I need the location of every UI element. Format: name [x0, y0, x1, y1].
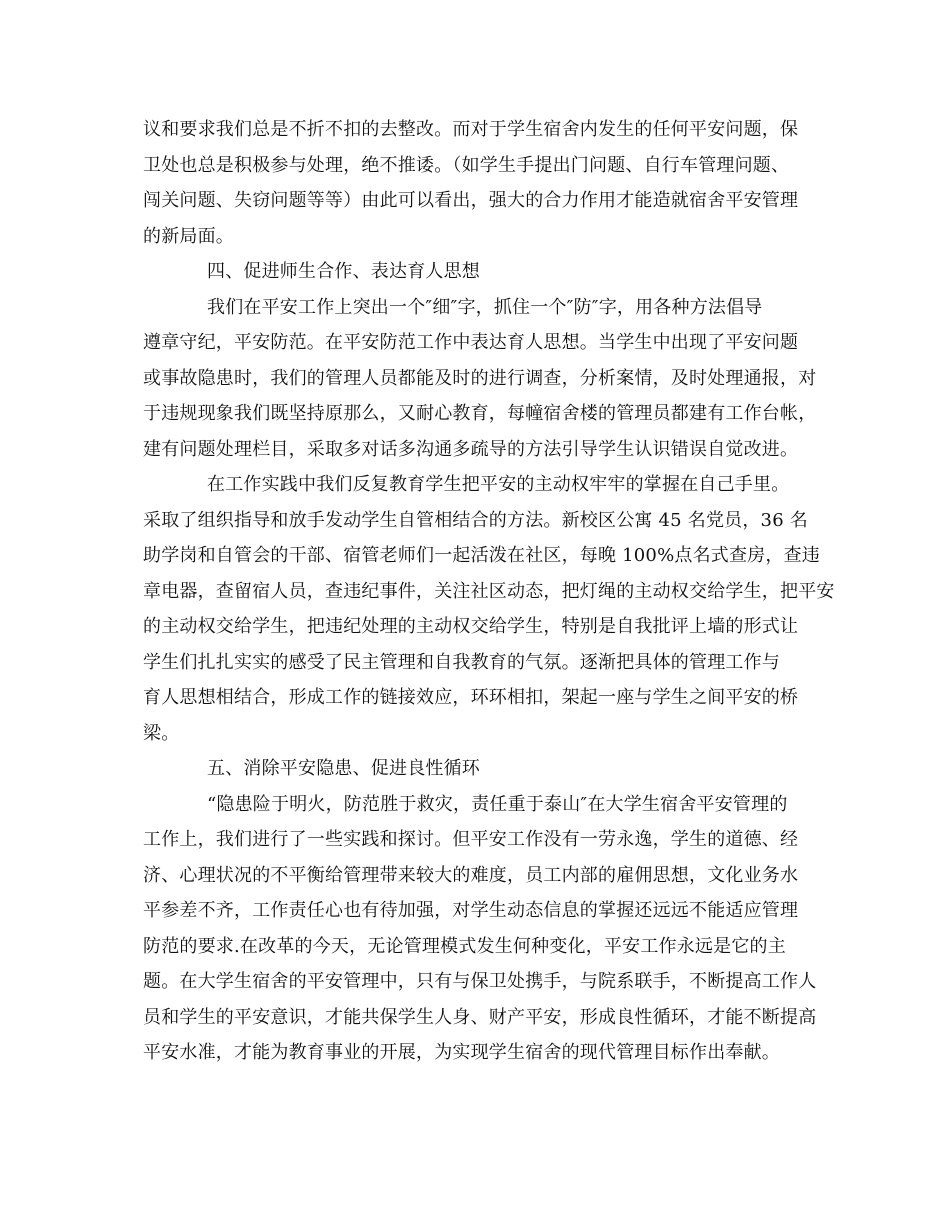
text-line: 济、心理状况的不平衡给管理带来较大的难度，员工内部的雇佣思想，文化业务水 [143, 864, 799, 886]
text-line: 工作上，我们进行了一些实践和探讨。但平安工作没有一劳永逸，学生的道德、经 [143, 829, 799, 850]
text-line: 采取了组织指导和放手发动学生自管相结合的方法。新校区公寓 45 名党员，36 名 [143, 509, 808, 531]
text-line: 助学岗和自管会的干部、宿管老师们一起活泼在社区，每晚 100%点名式查房，查违 [143, 545, 820, 566]
text-line: 员和学生的平安意识，才能共保学生人身、财产平安，形成良性循环，才能不断提高 [143, 1006, 817, 1028]
text-line: 育人思想相结合，形成工作的链接效应，环环相扣，架起一座与学生之间平安的桥 [143, 687, 799, 708]
text-line: 卫处也总是积极参与处理，绝不推诿。（如学生手提出门问题、自行车管理问题、 [143, 154, 790, 176]
text-line: 于违规现象我们既坚持原那么，又耐心教育，每幢宿舍楼的管理员都建有工作台帐， [143, 403, 817, 424]
text-line: 或事故隐患时，我们的管理人员都能及时的进行调查，分析案情，及时处理通报，对 [143, 367, 817, 389]
text-line: 的新局面。 [143, 225, 234, 247]
text-line: 梁。 [143, 722, 180, 744]
text-line: 平参差不齐，工作责任心也有待加强，对学生动态信息的掌握还远远不能适应管理 [143, 900, 799, 921]
text-line: 平安水准，才能为教育事业的开展，为实现学生宿舍的现代管理目标作出奉献。 [143, 1042, 780, 1063]
text-line: 遵章守纪，平安防范。在平安防范工作中表达育人思想。当学生中出现了平安问题 [143, 332, 799, 353]
text-line: 学生们扎扎实实的感受了民主管理和自我教育的气氛。逐渐把具体的管理工作与 [143, 651, 780, 673]
text-line: 建有问题处理栏目，采取多对话多沟通多疏导的方法引导学生认识错误自觉改进。 [143, 438, 799, 460]
section-heading: 五、消除平安隐患、促进良性循环 [207, 758, 480, 779]
section-heading: 四、促进师生合作、表达育人思想 [207, 261, 480, 282]
text-line: 章电器，查留宿人员，查违纪事件，关注社区动态，把灯绳的主动权交给学生，把平安 [143, 580, 835, 602]
document-body [143, 112, 835, 1071]
text-line: 闯关问题、失窃问题等等）由此可以看出，强大的合力作用才能造就宿舍平安管理 [143, 190, 799, 211]
text-line: 题。在大学生宿舍的平安管理中，只有与保卫处携手，与院系联手，不断提高工作人 [143, 971, 817, 992]
text-line: 我们在平安工作上突出一个″细″字，抓住一个″防″字，用各种方法倡导 [207, 296, 763, 318]
text-line: 的主动权交给学生，把违纪处理的主动权交给学生，特别是自我批评上墙的形式让 [143, 616, 799, 637]
text-line: 在工作实践中我们反复教育学生把平安的主动权牢牢的掌握在自己手里。 [207, 474, 790, 495]
text-line: 议和要求我们总是不折不扣的去整改。而对于学生宿舍内发生的任何平安问题，保 [143, 119, 799, 140]
text-line: 防范的要求.在改革的今天，无论管理模式发生何种变化，平安工作永远是它的主 [143, 935, 786, 957]
text-line: “隐患险于明火，防范胜于救灾，责任重于泰山″在大学生宿舍平安管理的 [207, 793, 788, 815]
